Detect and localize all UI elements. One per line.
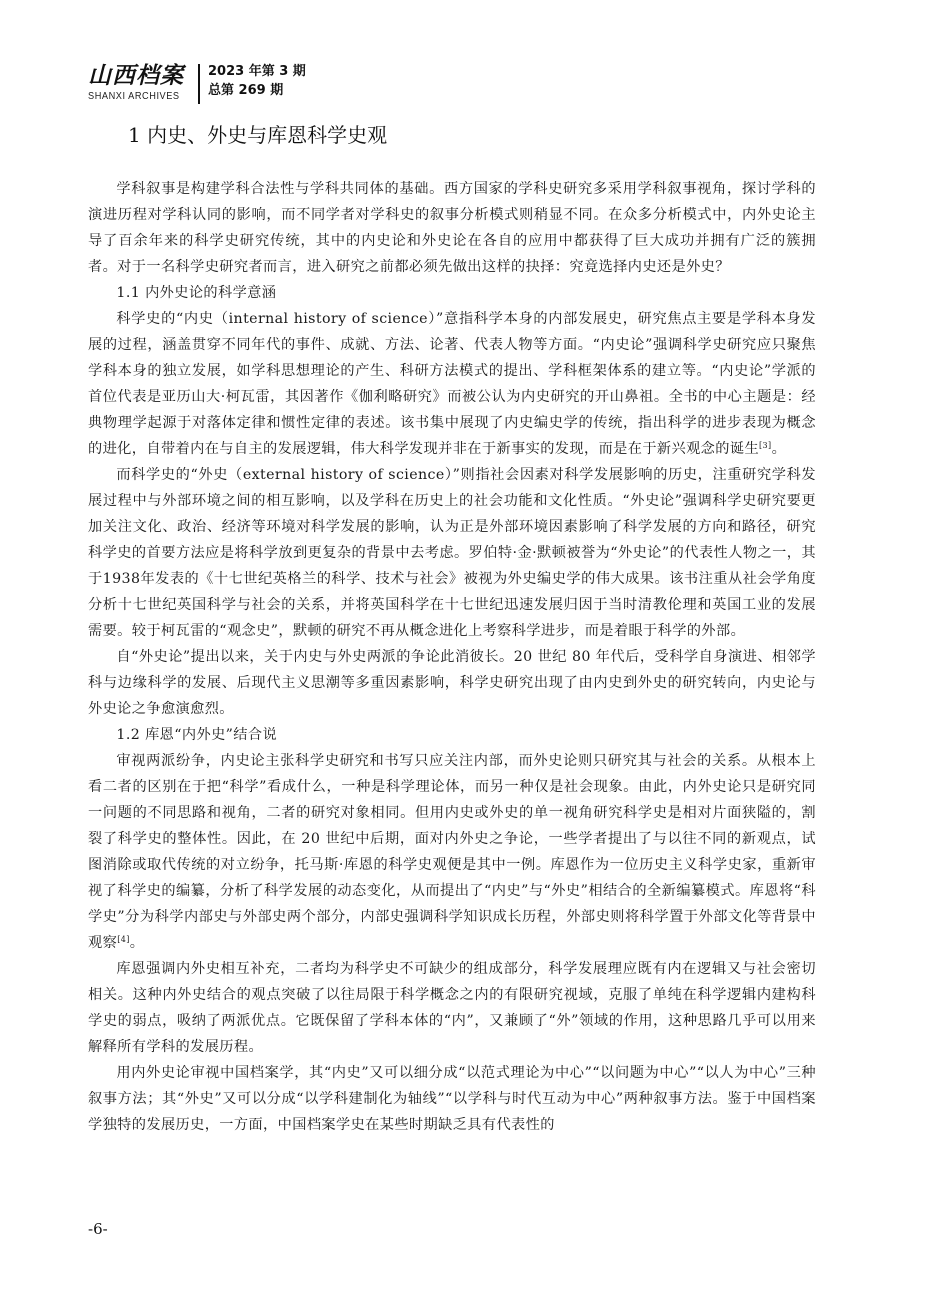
section-title: 1 内史、外史与库恩科学史观 bbox=[128, 123, 388, 147]
journal-logo-chinese: 山西档案 bbox=[88, 62, 184, 89]
journal-logo-english: SHANXI ARCHIVES bbox=[88, 91, 180, 102]
journal-logo bbox=[88, 62, 192, 103]
paragraph-4: 自“外史论”提出以来，关于内史与外史两派的争论此消彼长。20 世纪 80 年代后，受科学自身演进、相邻学科与边缘科学的发展、后现代主义思潮等多重因素影响，科学史研究出现了由内史到外史的研究转向，内史论与外史论之争愈演愈烈。 bbox=[88, 649, 816, 717]
paragraph-6: 库恩强调内外史相互补充，二者均为科学史不可缺少的组成部分，科学发展理应既有内在逻辑又与社会密切相关。这种内外史结合的观点突破了以往局限于科学概念之内的有限研究视域，克服了单纯在科学逻辑内建构科学史的弱点，吸纳了两派优点。它既保留了学科本体的“内”，又兼顾了“外”领域的作用，这种思路几乎可以用来解释所有学科的发展历程。 bbox=[88, 961, 816, 1055]
paragraph-3: 而科学史的“外史（external history of science）”则指社会因素对科学发展影响的历史，注重研究学科发展过程中与外部环境之间的相互影响，以及学科在历史上的社会功能和文化性质。“外史论”强调科学史研究要更加关注文化、政治、经济等环境对科学发展的影响，认为正是外部环境因素影响了科学发展的方向和路径，研究科学史的首要方法应是将科学放到更复杂的背景中去考虑。罗伯特·金·默顿被誉为“外史论”的代表性人物之一，其于1938年发表的《十七世纪英格兰的科学、技术与社会》被视为外史编史学的伟大成果。该书注重从社会学角度分析十七世纪英国科学与社会的关系，并将英国科学在十七世纪迅速发展归因于当时清教伦理和英国工业的发展需要。较于柯瓦雷的“观念史”，默顿的研究不再从概念进化上考察科学进步，而是着眼于科学的外部。 bbox=[88, 467, 816, 639]
issue-number: 2023 年第 3 期 bbox=[208, 64, 306, 79]
subsection-heading-1-2: 1.2 库恩“内外史”结合说 bbox=[116, 727, 278, 743]
paragraph-2-text: 科学史的“内史（internal history of science）”意指科学本身的内部发展史，研究焦点主要是学科本身发展的过程，涵盖贯穿不同年代的事件、成就、方法、论著、代表人物等方面。“内史论”强调科学史研究应只聚焦学科本身的独立发展，如学科思想理论的产生、科研方法模式的提出、学科框架体系的建立等。“内史论”学派的首位代表是亚历山大·柯瓦雷，其因著作《伽利略研究》而被公认为内史研究的开山鼻祖。全书的中心主题是：经典物理学起源于对落体定律和惯性定律的表述。该书集中展现了内史编史学的传统，指出科学的进步表现为概念的进化，自带着内在与自主的发展逻辑，伟大科学发现并非在于新事实的发现，而是在于新兴观念的诞生 bbox=[88, 311, 816, 457]
paragraph-2-end: 。 bbox=[771, 441, 787, 457]
subsection-heading-1-1: 1.1 内外史论的科学意涵 bbox=[116, 285, 277, 301]
header-divider bbox=[198, 64, 200, 104]
paragraph-1: 学科叙事是构建学科合法性与学科共同体的基础。西方国家的学科史研究多采用学科叙事视角，探讨学科的演进历程对学科认同的影响，而不同学者对学科史的叙事分析模式则稍显不同。在众多分析模式中，内外史论主导了百余年来的科学史研究传统，其中的内史论和外史论在各自的应用中都获得了巨大成功并拥有广泛的簇拥者。对于一名科学史研究者而言，进入研究之前都必须先做出这样的抉择：究竟选择内史还是外史？ bbox=[88, 181, 816, 275]
paragraph-7: 用内外史论审视中国档案学，其“内史”又可以细分成“以范式理论为中心”“以问题为中心”“以人为中心”三种叙事方法；其“外史”又可以分成“以学科建制化为轴线”“以学科与时代互动为中心”两种叙事方法。鉴于中国档案学独特的发展历史，一方面，中国档案学史在某些时期缺乏具有代表性的 bbox=[88, 1065, 816, 1133]
issue-info bbox=[208, 62, 306, 100]
paragraph-2 bbox=[88, 306, 816, 462]
paragraph-5-end: 。 bbox=[129, 935, 145, 951]
paragraph-5-text: 审视两派纷争，内史论主张科学史研究和书写只应关注内部，而外史论则只研究其与社会的关系。从根本上看二者的区别在于把“科学”看成什么，一种是科学理论体，而另一种仅是社会现象。由此，内外史论只是研究同一问题的不同思路和视角，二者的研究对象相同。但用内史或外史的单一视角研究科学史是相对片面狭隘的，割裂了科学史的整体性。因此，在 20 世纪中后期，面对内外史之争论，一些学者提出了与以往不同的新观点，试图消除或取代传统的对立纷争，托马斯·库恩的科学史观便是其中一例。库恩作为一位历史主义科学史家，重新审视了科学史的编纂，分析了科学发展的动态变化，从而提出了“内史”与“外史”相结合的全新编纂模式。库恩将“科学史”分为科学内部史与外部史两个部分，内部史强调科学知识成长历程，外部史则将科学置于外部文化等背景中观察 bbox=[88, 753, 816, 951]
citation-3: [3] bbox=[759, 441, 772, 450]
page-number: -6- bbox=[88, 1220, 108, 1238]
citation-4: [4] bbox=[117, 935, 130, 944]
paragraph-5 bbox=[88, 748, 816, 956]
article-body bbox=[88, 176, 816, 1138]
total-issue-number: 总第 269 期 bbox=[208, 83, 284, 98]
journal-header bbox=[88, 62, 306, 108]
